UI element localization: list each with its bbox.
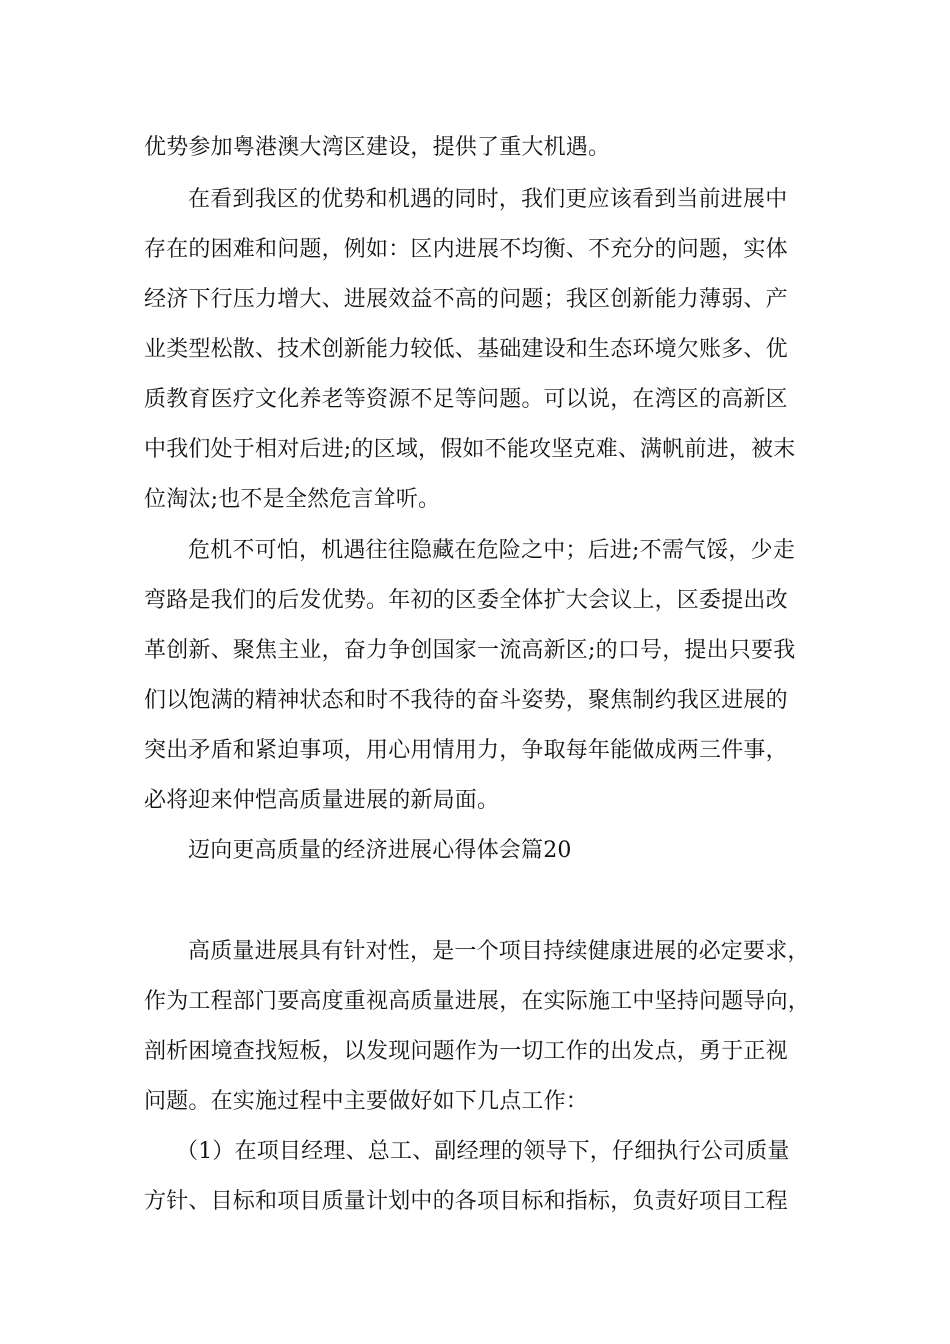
paragraph-3-line-6: 必将迎来仲恺高质量进展的新局面。	[144, 788, 500, 813]
paragraph-3-line-2: 弯路是我们的后发优势。年初的区委全体扩大会议上，区委提出改	[144, 588, 788, 613]
paragraph-4-line-1: 高质量进展具有针对性，是一个项目持续健康进展的必定要求，	[188, 939, 810, 964]
list-item-1-line-2: 方针、目标和项目质量计划中的各项目标和指标，负责好项目工程	[144, 1189, 788, 1214]
paragraph-2-line-3: 经济下行压力增大、进展效益不高的问题；我区创新能力薄弱、产	[144, 287, 788, 312]
paragraph-2-line-1: 在看到我区的优势和机遇的同时，我们更应该看到当前进展中	[188, 187, 788, 212]
paragraph-3-line-5: 突出矛盾和紧迫事项，用心用情用力，争取每年能做成两三件事，	[144, 738, 788, 763]
paragraph-3-line-3: 革创新、聚焦主业，奋力争创国家一流高新区;的口号，提出只要我	[144, 638, 796, 663]
paragraph-2-line-4: 业类型松散、技术创新能力较低、基础建设和生态环境欠账多、优	[144, 337, 788, 362]
paragraph-2-line-6: 中我们处于相对后进;的区域，假如不能攻坚克难、满帆前进，被末	[144, 437, 796, 462]
paragraph-4-line-2: 作为工程部门要高度重视高质量进展，在实际施工中坚持问题导向，	[144, 989, 811, 1014]
paragraph-2-line-7: 位淘汰;也不是全然危言耸听。	[144, 487, 441, 512]
paragraph-4-line-4: 问题。在实施过程中主要做好如下几点工作：	[144, 1089, 589, 1114]
list-item-1-line-1: （1）在项目经理、总工、副经理的领导下，仔细执行公司质量	[176, 1139, 790, 1164]
paragraph-1-line-1: 优势参加粤港澳大湾区建设，提供了重大机遇。	[144, 135, 611, 160]
section-heading: 迈向更高质量的经济进展心得体会篇20	[188, 838, 572, 863]
paragraph-3-line-1: 危机不可怕，机遇往往隐藏在危险之中；后进;不需气馁，少走	[188, 538, 796, 563]
paragraph-2-line-5: 质教育医疗文化养老等资源不足等问题。可以说，在湾区的高新区	[144, 387, 788, 412]
paragraph-4-line-3: 剖析困境查找短板，以发现问题作为一切工作的出发点，勇于正视	[144, 1039, 788, 1064]
paragraph-2-line-2: 存在的困难和问题，例如：区内进展不均衡、不充分的问题，实体	[144, 237, 788, 262]
paragraph-3-line-4: 们以饱满的精神状态和时不我待的奋斗姿势，聚焦制约我区进展的	[144, 688, 788, 713]
